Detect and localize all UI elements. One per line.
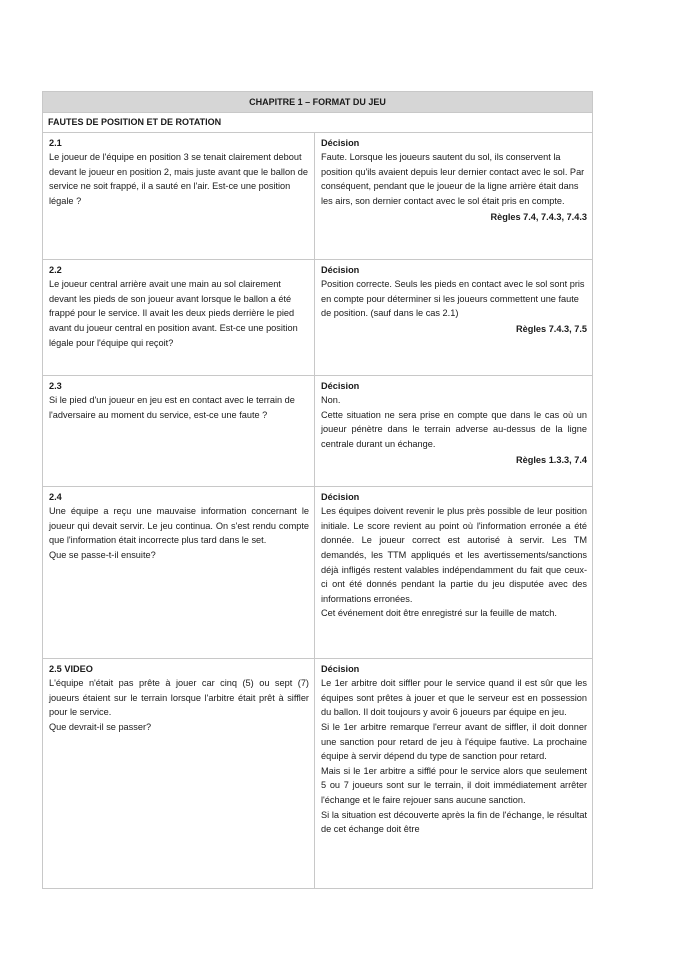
case-number: 2.5 VIDEO [49, 663, 93, 674]
decision-title: Décision [321, 380, 360, 391]
case-row [43, 259, 593, 375]
decision-text: Non. [321, 395, 341, 406]
question-cell [43, 486, 315, 658]
decision-text: Cet événement doit être enregistré sur la feuille de match. [321, 608, 557, 619]
decision-text: Si la situation est découverte après la fin de l'échange, le résultat de cet échange doit être [321, 809, 588, 835]
section-title: FAUTES DE POSITION ET DE ROTATION [43, 113, 593, 133]
decision-title: Décision [321, 137, 360, 148]
case-row [43, 658, 593, 888]
question-cell [43, 259, 315, 375]
decision-title: Décision [321, 491, 360, 502]
question-text: Le joueur de l'équipe en position 3 se tenait clairement debout devant le joueur en position 2, mais juste avant que le ballon de service ne soit frappé, il a sauté en l'air. Est-ce une position légale ? [49, 152, 308, 206]
rules-table [42, 91, 593, 889]
question-text: Le joueur central arrière avait une main au sol clairement devant les pieds de son joueur avant lorsque le ballon a été frappé pour le service. Il avait les deux pieds derrière le pied avant du joueur central en position avant. Est-ce une position légale pour l'équipe qui reçoit? [49, 279, 298, 348]
decision-cell [315, 259, 593, 375]
decision-text: Mais si le 1er arbitre a sifflé pour le service alors que seulement 5 ou 7 joueurs sont sur le terrain, il doit immédiatement arrêter l'échange et le faire rejouer sans aucune sanction. [321, 765, 588, 805]
case-number: 2.4 [49, 491, 62, 502]
chapter-header-row [43, 92, 593, 113]
case-row [43, 486, 593, 658]
decision-cell [315, 132, 593, 259]
rules-reference: Règles 7.4, 7.4.3, 7.4.3 [490, 211, 588, 222]
rules-reference: Règles 1.3.3, 7.4 [516, 454, 588, 465]
question-text: Si le pied d'un joueur en jeu est en contact avec le terrain de l'adversaire au moment du service, est-ce une faute ? [49, 395, 295, 420]
decision-text: Cette situation ne sera prise en compte que dans le cas où un joueur pénètre dans le terrain adverse au-dessus de la ligne centrale durant un échange. [321, 409, 588, 449]
chapter-title: CHAPITRE 1 – FORMAT DU JEU [43, 92, 593, 113]
decision-text: Si le 1er arbitre remarque l'erreur avant de siffler, il doit donner une sanction pour retard de jeu à l'équipe fautive. La prochaine équipe à servir dépend du type de sanction pour retard. [321, 721, 588, 762]
section-header-row [43, 113, 593, 133]
decision-cell [315, 658, 593, 888]
case-row [43, 375, 593, 486]
question-cell [43, 375, 315, 486]
decision-text: Faute. Lorsque les joueurs sautent du sol, ils conservent la position qu'ils avaient depuis leur dernier contact avec le sol. Par conséquent, pendant que le joueur de la ligne arrière était dans les airs, son dernier contact avec le sol était pris en compte. [321, 152, 585, 206]
case-number: 2.1 [49, 137, 62, 148]
question-cell [43, 132, 315, 259]
case-number: 2.3 [49, 380, 62, 391]
decision-text: Le 1er arbitre doit siffler pour le service quand il est sûr que les équipes sont prêtes à jouer et que le serveur est en possession du ballon. Il doit toujours y avoir 6 joueurs par équipe en jeu. [321, 678, 588, 718]
decision-title: Décision [321, 264, 360, 275]
case-number: 2.2 [49, 264, 62, 275]
question-cell [43, 658, 315, 888]
question-text: Une équipe a reçu une mauvaise information concernant le joueur qui devait servir. Le jeu continua. On s'est rendu compte que l'information était incorrecte plus tard dans le set. [49, 506, 309, 546]
rules-reference: Règles 7.4.3, 7.5 [516, 323, 588, 334]
decision-cell [315, 486, 593, 658]
decision-title: Décision [321, 663, 360, 674]
decision-text: Les équipes doivent revenir le plus près possible de leur position initiale. Le score revient au point où l'information erronée a été donnée. Le joueur correct est autorisé à servir. Les TM demandés, les TTM appliqués et les avertissements/sanctions déjà infligés restent valables indépendamment du fait que ceux-ci ont été donnés pendant la partie du jeu disputée avec des informations erronées. [321, 506, 588, 604]
question-subtext: Que se passe-t-il ensuite? [49, 549, 156, 560]
question-subtext: Que devrait-il se passer? [49, 721, 152, 732]
question-text: L'équipe n'était pas prête à jouer car cinq (5) ou sept (7) joueurs étaient sur le terrain lorsque l'arbitre était prêt à siffler pour le service. [49, 678, 309, 718]
decision-cell [315, 375, 593, 486]
case-row [43, 132, 593, 259]
decision-text: Position correcte. Seuls les pieds en contact avec le sol sont pris en compte pour déterminer si les joueurs commettent une faute de position. (sauf dans le cas 2.1) [321, 279, 585, 319]
